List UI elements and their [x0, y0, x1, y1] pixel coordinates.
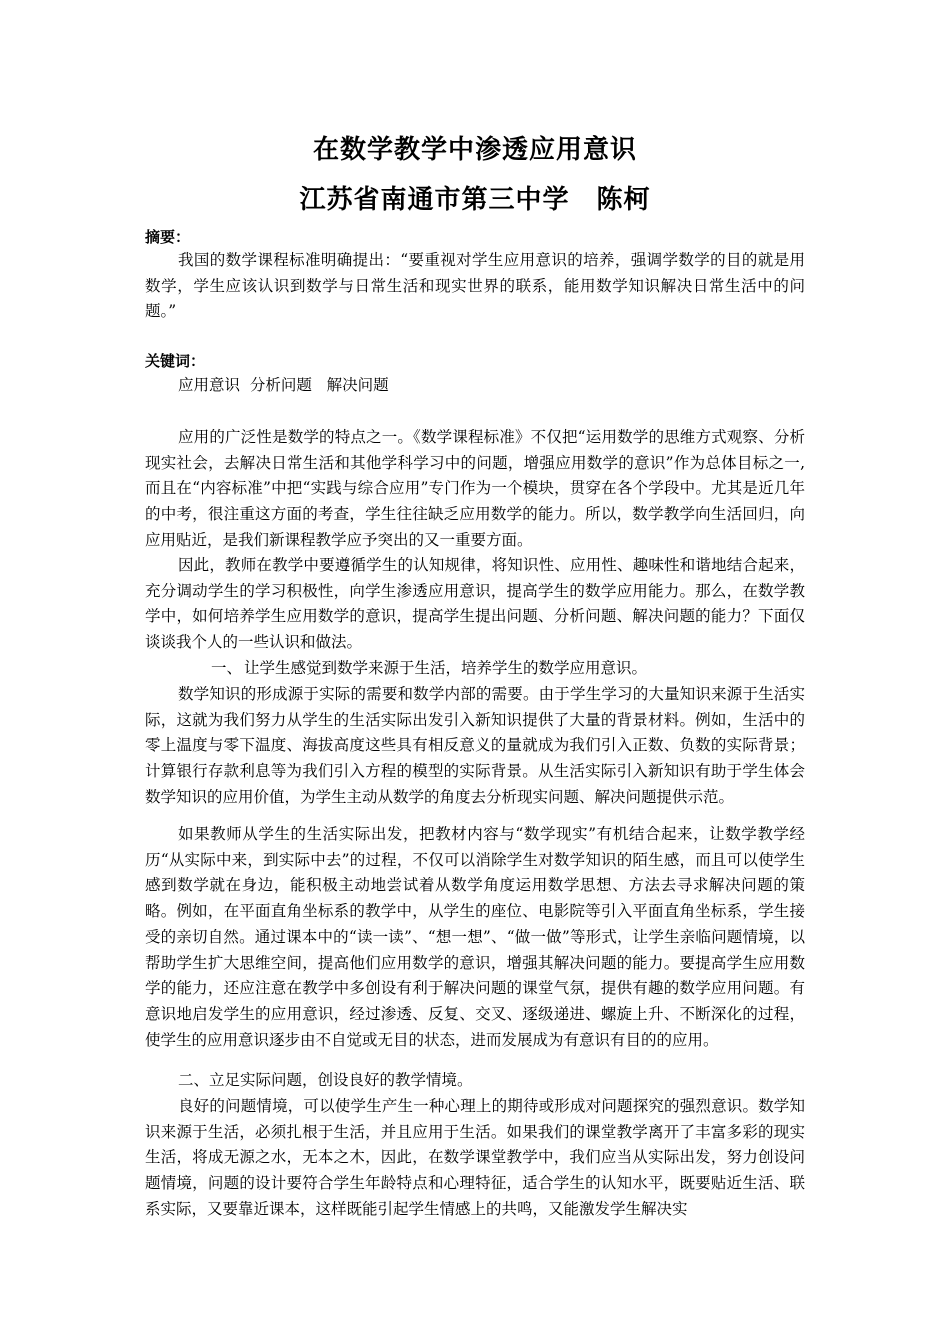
- keywords-heading: 关键词：: [145, 352, 206, 370]
- section-title: 让学生感觉到数学来源于生活，培养学生的数学应用意识。: [244, 659, 648, 677]
- body-paragraph: 因此，教师在教学中要遵循学生的认知规律，将知识性、应用性、趣味性和谐地结合起来，充分调动学生的学习积极性，向学生渗透应用意识，提高学生的数学应用能力。那么，在数学教学中，如何培养学生应用数学的意识，提高学生提出问题、分析问题、解决问题的能力？下面仅谈谈我个人的一些认识和做法。: [145, 556, 805, 652]
- abstract-heading: 摘要：: [145, 228, 191, 246]
- abstract-paragraph: 我国的数学课程标准明确提出：“要重视对学生应用意识的培养，强调学数学的目的就是用数学，学生应该认识到数学与日常生活和现实世界的联系，能用数学知识解决日常生活中的问题。”: [145, 251, 805, 321]
- body-paragraph: 如果教师从学生的生活实际出发，把教材内容与“数学现实”有机结合起来，让数学教学经历“从实际中来，到实际中去”的过程，不仅可以消除学生对数学知识的陌生感，而且可以使学生感到数学就在身边，能积极主动地尝试着从数学角度运用数学思想、方法去寻求解决问题的策略。例如，在平面直角坐标系的教学中，从学生的座位、电影院等引入平面直角坐标系，学生接受的亲切自然。通过课本中的“读一读”、“想一想”、“做一做”等形式，让学生亲临问题情境，以帮助学生扩大思维空间，提高他们应用数学的意识，增强其解决问题的能力。要提高学生应用数学的能力，还应注意在教学中多创设有利于解决问题的课堂气氛，提供有趣的数学应用问题。有意识地启发学生的应用意识，经过渗透、反复、交叉、逐级递进、螺旋上升、不断深化的过程，使学生的应用意识逐步由不自觉或无目的状态，进而发展成为有意识有目的的应用。: [145, 825, 805, 1049]
- author-line: 江苏省南通市第三中学 陈柯: [299, 185, 651, 215]
- keywords-text: 应用意识 分析问题 解决问题: [178, 376, 389, 394]
- section-heading-1: [145, 656, 805, 682]
- body-paragraph: 数学知识的形成源于实际的需要和数学内部的需要。由于学生学习的大量知识来源于生活实际，这就为我们努力从学生的生活实际出发引入新知识提供了大量的背景材料。例如，生活中的零上温度与零下温度、海拔高度这些具有相反意义的量就成为我们引入正数、负数的实际背景；计算银行存款利息等为我们引入方程的模型的实际背景。从生活实际引入新知识有助于学生体会数学知识的应用价值，为学生主动从数学的角度去分析现实问题、解决问题提供示范。: [145, 685, 805, 806]
- section-heading-2: 二、立足实际问题，创设良好的教学情境。: [178, 1071, 473, 1089]
- body-paragraph: 应用的广泛性是数学的特点之一。《数学课程标准》不仅把“运用数学的思维方式观察、分析现实社会，去解决日常生活和其他学科学习中的问题，增强应用数学的意识”作为总体目标之一,而且在“内容标准”中把“实践与综合应用”专门作为一个模块，贯穿在各个学段中。尤其是近几年的中考，很注重这方面的考查，学生往往缺乏应用数学的能力。所以，数学教学向生活回归，向应用贴近，是我们新课程教学应予突出的又一重要方面。: [145, 428, 805, 549]
- body-paragraph: 良好的问题情境，可以使学生产生一种心理上的期待或形成对问题探究的强烈意识。数学知识来源于生活，必须扎根于生活，并且应用于生活。如果我们的课堂教学离开了丰富多彩的现实生活，将成无源之水，无本之木，因此，在数学课堂教学中，我们应当从实际出发，努力创设问题情境，问题的设计要符合学生年龄特点和心理特征，适合学生的认知水平，既要贴近生活、联系实际，又要靠近课本，这样既能引起学生情感上的共鸣，又能激发学生解决实: [145, 1097, 805, 1218]
- document-title: 在数学教学中渗透应用意识: [312, 135, 637, 165]
- section-number: 一、: [211, 659, 243, 677]
